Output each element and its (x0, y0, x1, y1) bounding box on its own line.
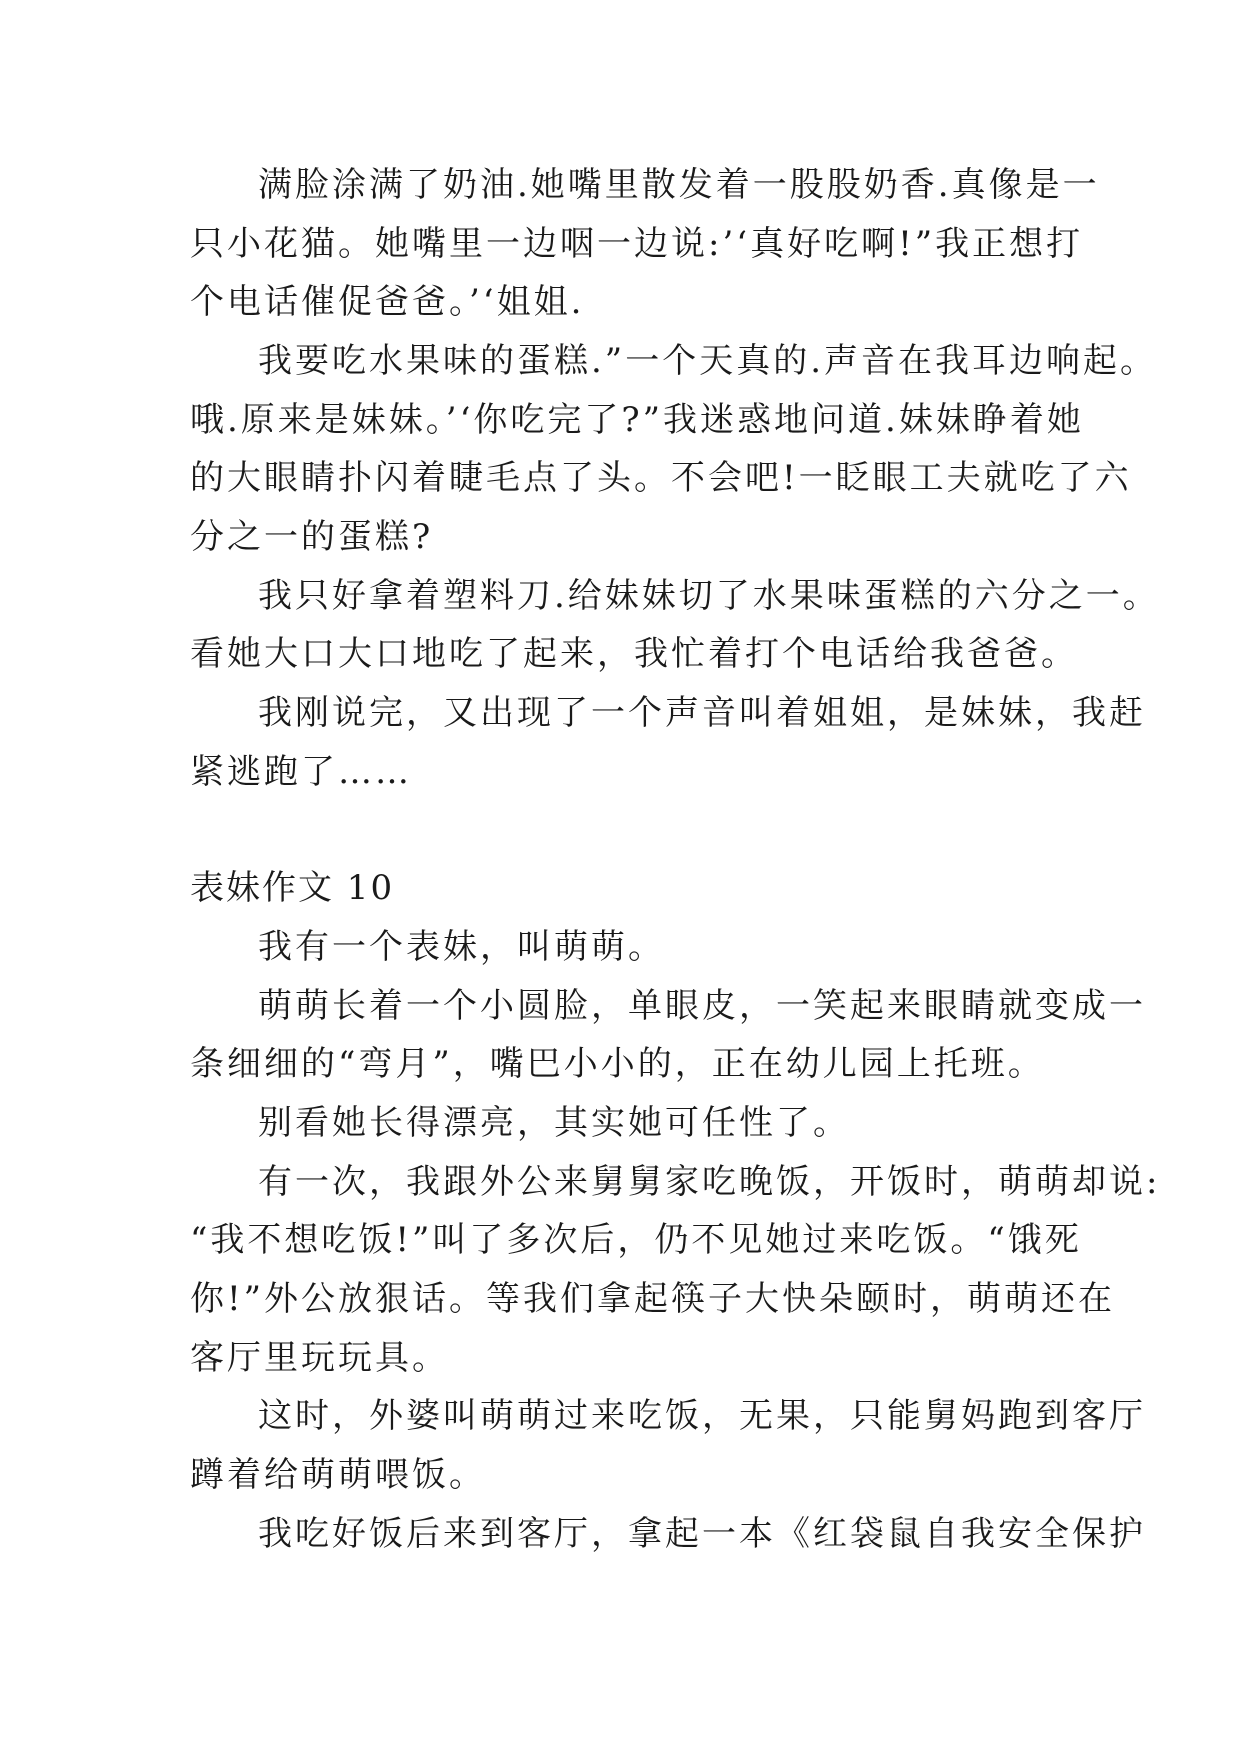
paragraph-line: 蹲着给萌萌喂饭。 (190, 1455, 486, 1495)
paragraph-line: 条细细的“弯月”，嘴巴小小的，正在幼儿园上托班。 (190, 1044, 1045, 1084)
paragraph-line: 只小花猫。她嘴里一边咽一边说:’‘真好吃啊!”我正想打 (190, 224, 1084, 264)
paragraph-line: 我有一个表妹，叫萌萌。 (258, 927, 665, 967)
paragraph-line: 哦.原来是妹妹。’‘你吃完了?”我迷惑地问道.妹妹睁着她 (190, 400, 1084, 440)
paragraph-line: 客厅里玩玩具。 (190, 1338, 449, 1378)
paragraph-line: 紧逃跑了…… (190, 752, 412, 792)
paragraph-line: 我只好拿着塑料刀.给妹妹切了水果味蛋糕的六分之一。 (258, 576, 1160, 616)
paragraph-line: 萌萌长着一个小圆脸，单眼皮，一笑起来眼睛就变成一 (258, 986, 1146, 1026)
paragraph-line: 满脸涂满了奶油.她嘴里散发着一股股奶香.真像是一 (258, 165, 1100, 205)
paragraph-line: 这时，外婆叫萌萌过来吃饭，无果，只能舅妈跑到客厅 (258, 1396, 1146, 1436)
section-heading: 表妹作文 10 (190, 868, 395, 908)
paragraph-line: 你!”外公放狠话。等我们拿起筷子大快朵颐时，萌萌还在 (190, 1279, 1116, 1319)
paragraph-line: 有一次，我跟外公来舅舅家吃晚饭，开饭时，萌萌却说: (258, 1162, 1161, 1202)
paragraph-line: 我要吃水果味的蛋糕.”一个天真的.声音在我耳边响起。 (258, 341, 1157, 381)
paragraph-line: 我刚说完，又出现了一个声音叫着姐姐，是妹妹，我赶 (258, 693, 1146, 733)
paragraph-line: 别看她长得漂亮，其实她可任性了。 (258, 1103, 850, 1143)
paragraph-line: 分之一的蛋糕? (190, 517, 434, 557)
paragraph-line: 看她大口大口地吃了起来，我忙着打个电话给我爸爸。 (190, 634, 1078, 674)
paragraph-line: 个电话催促爸爸。’‘姐姐. (190, 282, 585, 322)
paragraph-line: 我吃好饭后来到客厅，拿起一本《红袋鼠自我安全保护 (258, 1514, 1146, 1554)
paragraph-line: 的大眼睛扑闪着睫毛点了头。不会吧!一眨眼工夫就吃了六 (190, 458, 1132, 498)
paragraph-line: “我不想吃饭!”叫了多次后，仍不见她过来吃饭。“饿死 (190, 1220, 1082, 1260)
